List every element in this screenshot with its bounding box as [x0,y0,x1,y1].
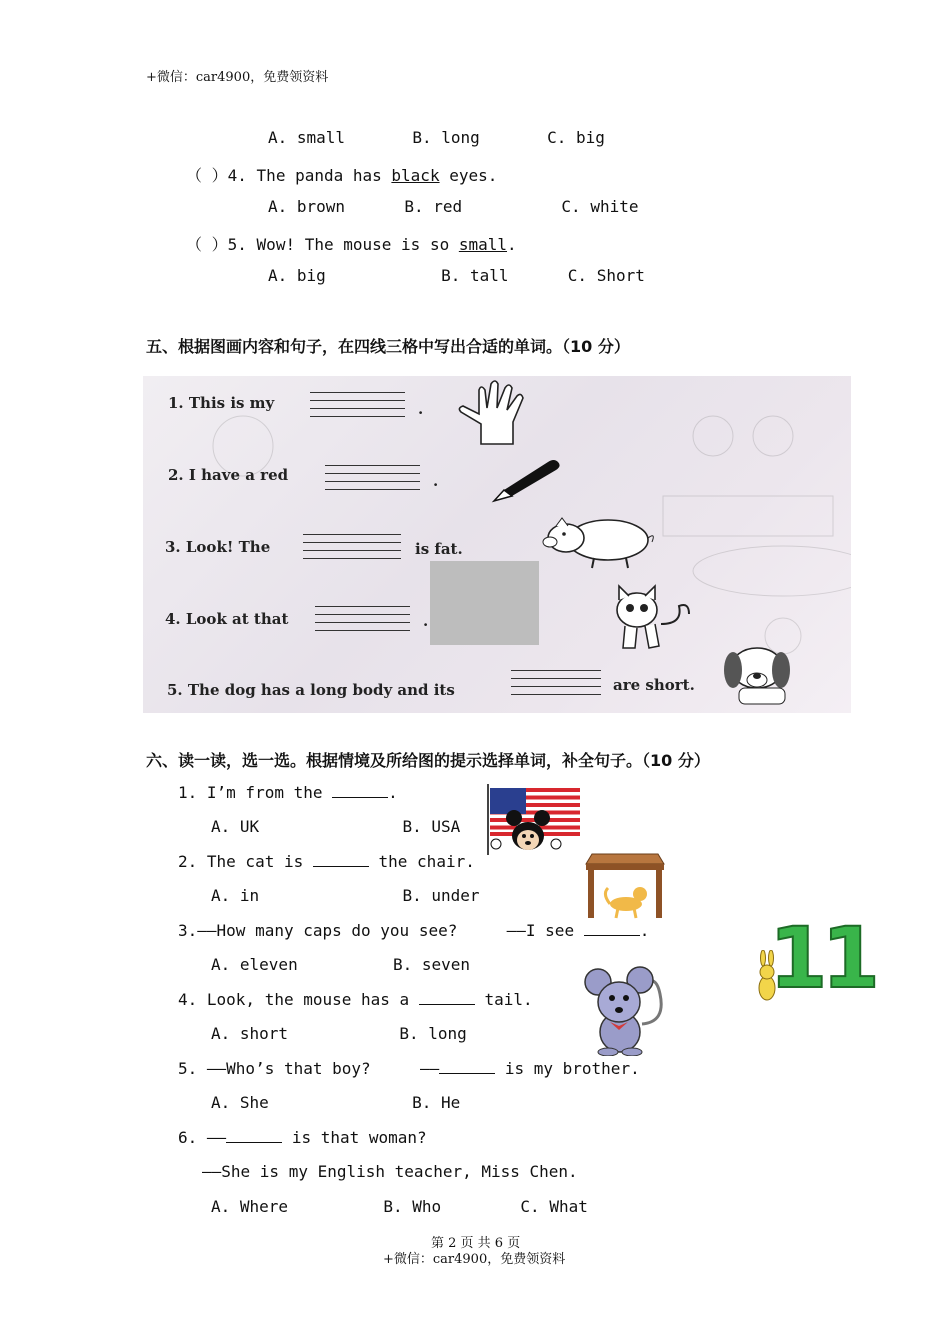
option: C. big [547,128,605,147]
item-2-after: . [433,472,439,490]
q6-6-options [211,1197,588,1216]
question-text: 5. ——Who’s that boy? [178,1059,371,1078]
underlined-word: small [458,235,508,254]
pen-icon [488,458,563,503]
option: A. small [268,128,346,147]
question-text: is my brother. [504,1059,640,1078]
question-text: 4. Look, the mouse has a [178,990,410,1009]
item-5-after: are short. [613,676,695,694]
footer-watermark: +微信：car4900，免费领资料 [383,1252,566,1267]
answer-paren[interactable]: （ ）5. [186,235,247,254]
option: A. short [211,1024,289,1043]
mouse-icon [584,964,668,1056]
pig-icon [526,514,661,569]
question-text: the chair. [378,852,475,871]
option: B. under [402,886,480,905]
four-line-grid[interactable] [303,534,401,560]
header-watermark: +微信：car4900，免费领资料 [146,70,329,85]
answer-blank[interactable] [226,1128,282,1143]
question-text: . [388,783,398,802]
item-3-after: is fat. [415,540,463,558]
table-cat-icon [582,850,668,920]
redaction-box [430,561,539,645]
q4-options [268,197,638,216]
question-text: tail. [484,990,533,1009]
big-number-eleven: 11 [769,909,874,1007]
q6-5-options [211,1093,460,1112]
four-line-grid[interactable] [310,392,405,418]
answer-blank[interactable] [332,783,388,798]
answer-blank[interactable] [419,990,475,1005]
option: C. What [520,1197,588,1216]
cat-icon [605,584,695,654]
question-text: is that woman? [291,1128,427,1147]
item-2-before: 2. I have a red [168,466,289,484]
option: B. He [412,1093,461,1112]
answer-paren[interactable]: （ ）4. [186,166,247,185]
dog-icon [715,640,805,710]
question-6-2 [178,852,475,871]
question-text: 3.——How many caps do you see? [178,921,458,940]
option: B. Who [383,1197,442,1216]
q3-options [268,128,605,147]
option: B. red [404,197,463,216]
q6-4-options [211,1024,467,1043]
four-line-grid[interactable] [511,670,601,696]
q6-3-options [211,955,470,974]
hand-icon [451,378,541,448]
option: C. Short [567,266,645,285]
item-3-before: 3. Look! The [165,538,271,556]
option: C. white [561,197,639,216]
item-1-after: . [418,400,424,418]
worksheet-photo [143,376,851,713]
item-1-before: 1. This is my [168,394,275,412]
question-text: 2. The cat is [178,852,304,871]
answer-blank[interactable] [313,852,369,867]
answer-blank[interactable] [584,921,640,936]
question-6-1 [178,783,398,802]
question-6-5 [178,1059,640,1078]
answer-text: —— [419,1059,440,1078]
question-text: eyes. [439,166,498,185]
usa-flag-icon [484,782,582,855]
question-text: 1. I’m from the [178,783,323,802]
question-6-4 [178,990,533,1009]
section6-title: 六、读一读，选一选。根据情境及所给图的提示选择单词，补全句子。（10 分） [146,751,710,770]
option: A. UK [211,817,260,836]
question-text: . [639,921,650,940]
section5-title: 五、根据图画内容和句子，在四线三格中写出合适的单词。（10 分） [146,337,630,356]
eleven-picture [755,909,874,1010]
option: A. in [211,886,260,905]
option: A. Where [211,1197,289,1216]
question-5 [186,232,517,255]
option: A. brown [268,197,346,216]
option: B. long [412,128,480,147]
q6-6-answer: ——She is my English teacher, Miss Chen. [202,1162,578,1181]
q6-1-options [211,817,460,836]
option: B. USA [402,817,461,836]
underlined-word: black [391,166,440,185]
question-6-6 [178,1128,427,1147]
q6-2-options [211,886,480,905]
question-text: . [507,235,517,254]
question-text: 6. —— [178,1128,227,1147]
four-line-grid[interactable] [325,465,420,491]
option: A. She [211,1093,269,1112]
four-line-grid[interactable] [315,606,410,632]
item-4-before: 4. Look at that [165,610,289,628]
option: B. tall [441,266,509,285]
question-6-3 [178,921,649,940]
option: B. seven [392,955,471,974]
question-text: The panda has [256,166,392,185]
option: A. eleven [211,955,298,974]
option: B. long [399,1024,467,1043]
page-number: 第 2 页 共 6 页 [431,1236,521,1251]
item-5-before: 5. The dog has a long body and its [167,681,455,699]
question-4 [186,163,497,186]
option: A. big [268,266,326,285]
item-4-after: . [423,612,429,630]
answer-text: ——I see [506,921,575,940]
question-text: Wow! The mouse is so [256,235,459,254]
answer-blank[interactable] [439,1059,495,1074]
q5-options [268,266,645,285]
